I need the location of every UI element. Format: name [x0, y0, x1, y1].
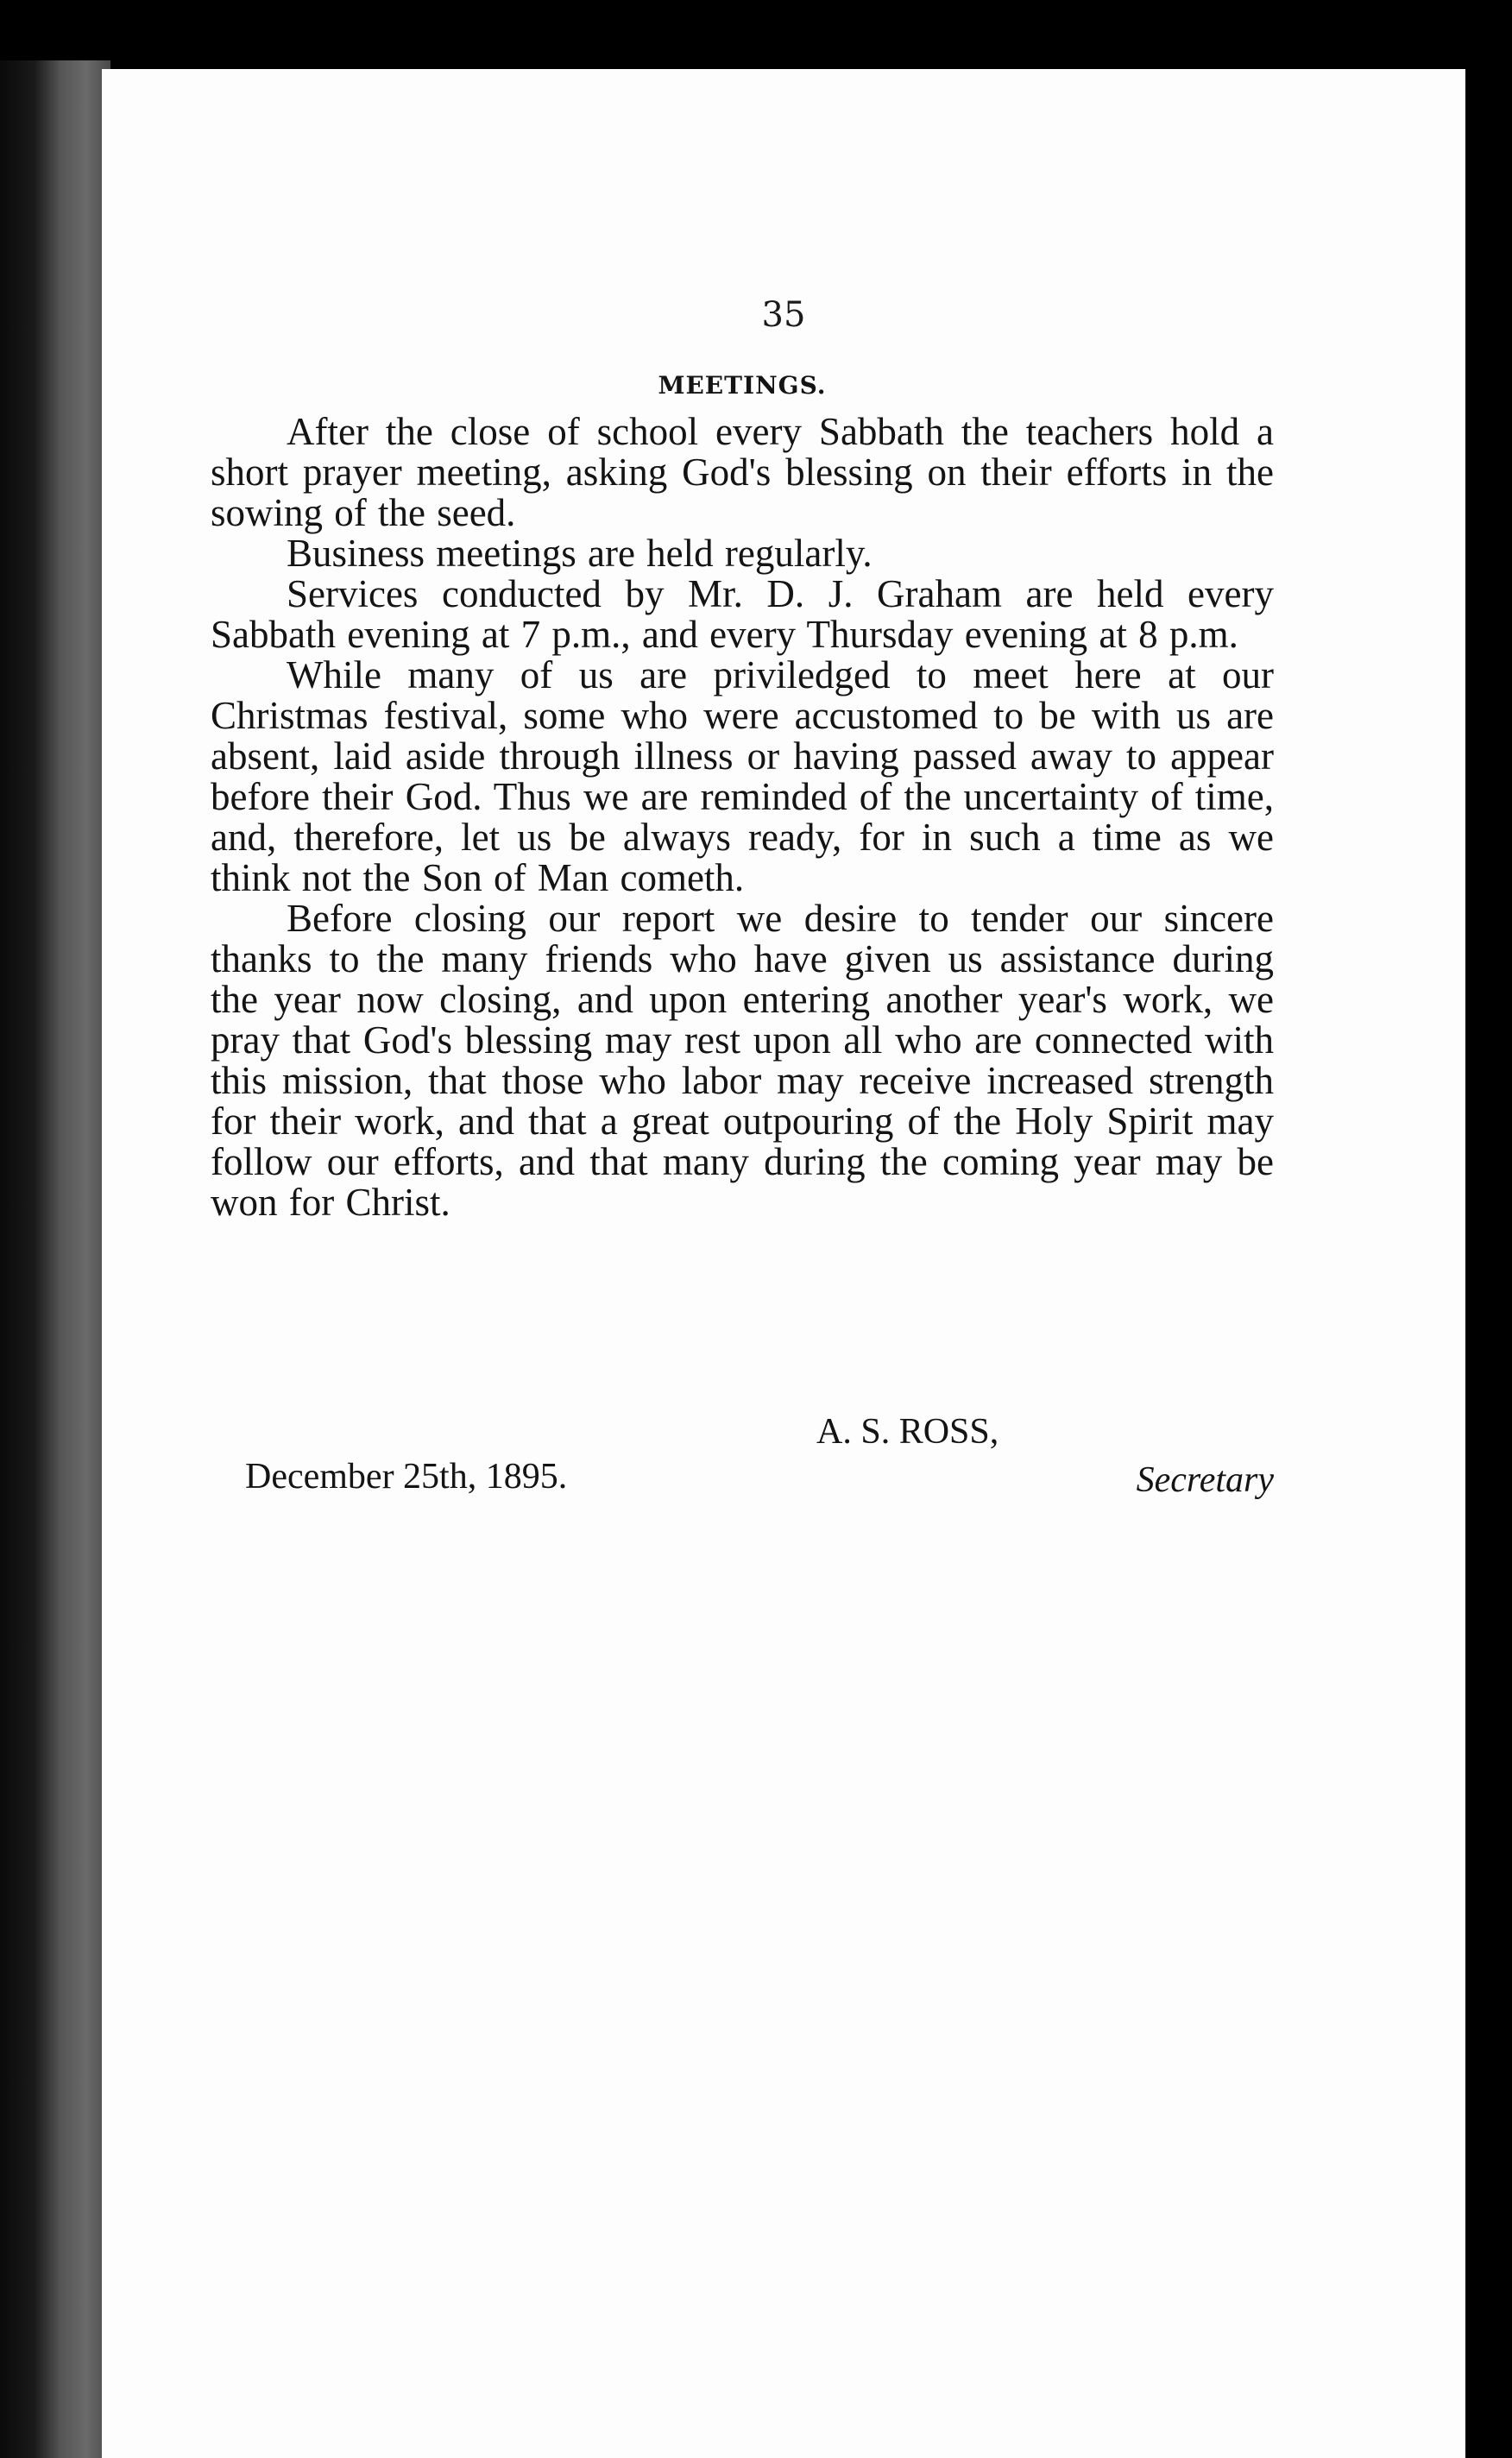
page-number: 35	[761, 295, 806, 335]
signatory-title: Secretary	[1136, 1460, 1274, 1500]
signature-block	[211, 1411, 1274, 1523]
paragraph: While many of us are priviledged to meet here at our Christmas festival, some who were accustomed to be with us are absent, laid aside through illness or having passed away to appear before their God. Thus we are reminded of the uncertainty of time, and, therefore, let us be always ready, for in such a time as we think not the Son of Man cometh.	[211, 653, 1274, 899]
paragraph: Before closing our report we desire to tender our sincere thanks to the many friends who have given us assistance during the year now closing, and upon entering another year's work, we pray that God's blessing may rest upon all who are connected with this mission, that those who labor may receive increased strength for their work, and that a great outpouring of the Holy Spirit may follow our efforts, and that many during the coming year may be won for Christ.	[211, 897, 1274, 1224]
section-heading: MEETINGS.	[658, 371, 827, 400]
paragraph: Services conducted by Mr. D. J. Graham are held every Sabbath evening at 7 p.m., and every Thursday evening at 8 p.m.	[211, 572, 1274, 656]
paragraph: Business meetings are held regularly.	[287, 532, 873, 575]
paragraph: After the close of school every Sabbath the teachers hold a short prayer meeting, asking God's blessing on their efforts in the sowing of the seed.	[211, 410, 1274, 534]
book-binding-edge	[0, 60, 110, 2458]
document-page	[102, 69, 1465, 2458]
body-text	[211, 371, 1274, 1223]
report-date: December 25th, 1895.	[245, 1457, 568, 1497]
signatory-name: A. S. ROSS,	[816, 1412, 999, 1452]
